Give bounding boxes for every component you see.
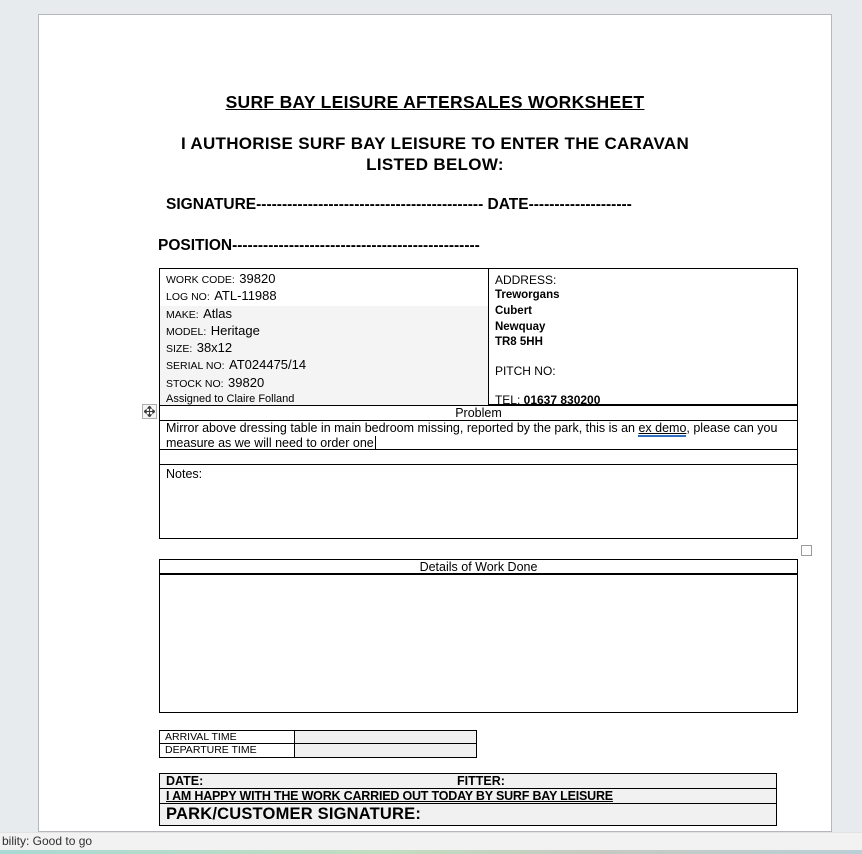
caravan-details-cell[interactable] bbox=[160, 269, 488, 404]
address-line: Cubert bbox=[494, 304, 533, 317]
signature-line: SIGNATURE-------------------------------------------- DATE-------------------- bbox=[166, 196, 632, 213]
info-row-log-no bbox=[160, 288, 488, 305]
details-header: Details of Work Done bbox=[160, 560, 797, 575]
park-customer-signature-label[interactable]: PARK/CUSTOMER SIGNATURE: bbox=[166, 805, 422, 823]
model-value: Heritage bbox=[210, 322, 260, 338]
text-cursor-caret bbox=[375, 436, 376, 449]
accessibility-status[interactable]: bility: Good to go bbox=[2, 834, 93, 848]
problem-table bbox=[159, 405, 798, 539]
stock-no-label: STOCK NO: bbox=[166, 377, 224, 390]
arrival-time-row bbox=[160, 731, 476, 744]
details-entry-cell[interactable] bbox=[160, 575, 797, 712]
document-page[interactable] bbox=[38, 14, 832, 832]
problem-text-cell[interactable] bbox=[160, 421, 797, 450]
authorisation-line-1: I AUTHORISE SURF BAY LEISURE TO ENTER THE CARAVAN bbox=[180, 134, 690, 153]
departure-time-label: DEPARTURE TIME bbox=[165, 744, 257, 756]
info-row-model bbox=[160, 323, 488, 340]
serial-no-value: AT024475/14 bbox=[229, 357, 307, 373]
info-row-serial-no bbox=[160, 357, 488, 374]
size-label: SIZE: bbox=[166, 343, 193, 356]
arrival-time-value-cell[interactable] bbox=[294, 731, 476, 743]
assigned-note: Assigned to Claire Folland bbox=[160, 392, 488, 406]
stock-no-value: 39820 bbox=[228, 374, 265, 390]
work-code-label: WORK CODE: bbox=[166, 274, 235, 286]
fitter-label: FITTER: bbox=[457, 774, 505, 788]
departure-time-value-cell[interactable] bbox=[294, 744, 476, 757]
table-move-handle-icon[interactable] bbox=[142, 404, 157, 419]
size-value: 38x12 bbox=[196, 340, 233, 356]
make-value: Atlas bbox=[203, 305, 233, 321]
make-label: MAKE: bbox=[166, 308, 199, 321]
caravan-info-table bbox=[159, 268, 798, 408]
work-code-value: 39820 bbox=[239, 271, 276, 286]
tel-label: TEL: bbox=[494, 393, 521, 408]
pitch-no-label: PITCH NO: bbox=[494, 364, 556, 379]
info-row-make bbox=[160, 306, 488, 323]
info-row-stock-no bbox=[160, 375, 488, 392]
position-line: POSITION------------------------------------------------ bbox=[158, 237, 480, 254]
status-bar bbox=[0, 832, 862, 850]
authorisation-line-2: LISTED BELOW: bbox=[366, 155, 504, 174]
log-no-label: LOG NO: bbox=[166, 291, 210, 304]
address-cell[interactable] bbox=[488, 269, 797, 408]
times-table bbox=[159, 730, 477, 758]
problem-text: , please can you measure as we will need to order one bbox=[166, 421, 778, 450]
model-label: MODEL: bbox=[166, 325, 207, 338]
empty-problem-row[interactable] bbox=[160, 450, 797, 465]
move-arrows-icon bbox=[144, 406, 155, 417]
tel-value: 01637 830200 bbox=[523, 393, 601, 408]
details-of-work-table bbox=[159, 559, 798, 713]
problem-text: Mirror above dressing table in main bedroom missing, reported by the park, this is an bbox=[166, 421, 639, 435]
departure-time-row bbox=[160, 744, 476, 757]
info-row-work-code bbox=[160, 271, 488, 288]
grammar-flagged-text[interactable]: ex demo bbox=[638, 421, 687, 435]
document-title: SURF BAY LEISURE AFTERSALES WORKSHEET bbox=[225, 92, 645, 112]
notes-label: Notes: bbox=[166, 467, 203, 481]
happy-statement-row: I AM HAPPY WITH THE WORK CARRIED OUT TODAY BY SURF BAY LEISURE bbox=[160, 789, 776, 804]
spacer bbox=[495, 351, 797, 363]
date-label: DATE: bbox=[166, 774, 204, 788]
arrival-time-label: ARRIVAL TIME bbox=[165, 731, 237, 743]
date-fitter-row[interactable] bbox=[160, 774, 776, 789]
address-line: Treworgans bbox=[494, 289, 560, 301]
serial-no-label: SERIAL NO: bbox=[166, 360, 225, 373]
info-row-size bbox=[160, 340, 488, 357]
authorisation-statement bbox=[39, 133, 831, 175]
signoff-table bbox=[159, 773, 777, 826]
address-line: Newquay bbox=[494, 320, 546, 333]
address-line: TR8 5HH bbox=[494, 336, 543, 349]
log-no-value: ATL-11988 bbox=[214, 288, 277, 304]
window-bottom-edge bbox=[0, 850, 862, 854]
notes-cell[interactable] bbox=[160, 465, 797, 538]
table-resize-handle[interactable] bbox=[801, 545, 812, 556]
address-label: ADDRESS: bbox=[494, 273, 557, 287]
problem-header: Problem bbox=[160, 406, 797, 421]
